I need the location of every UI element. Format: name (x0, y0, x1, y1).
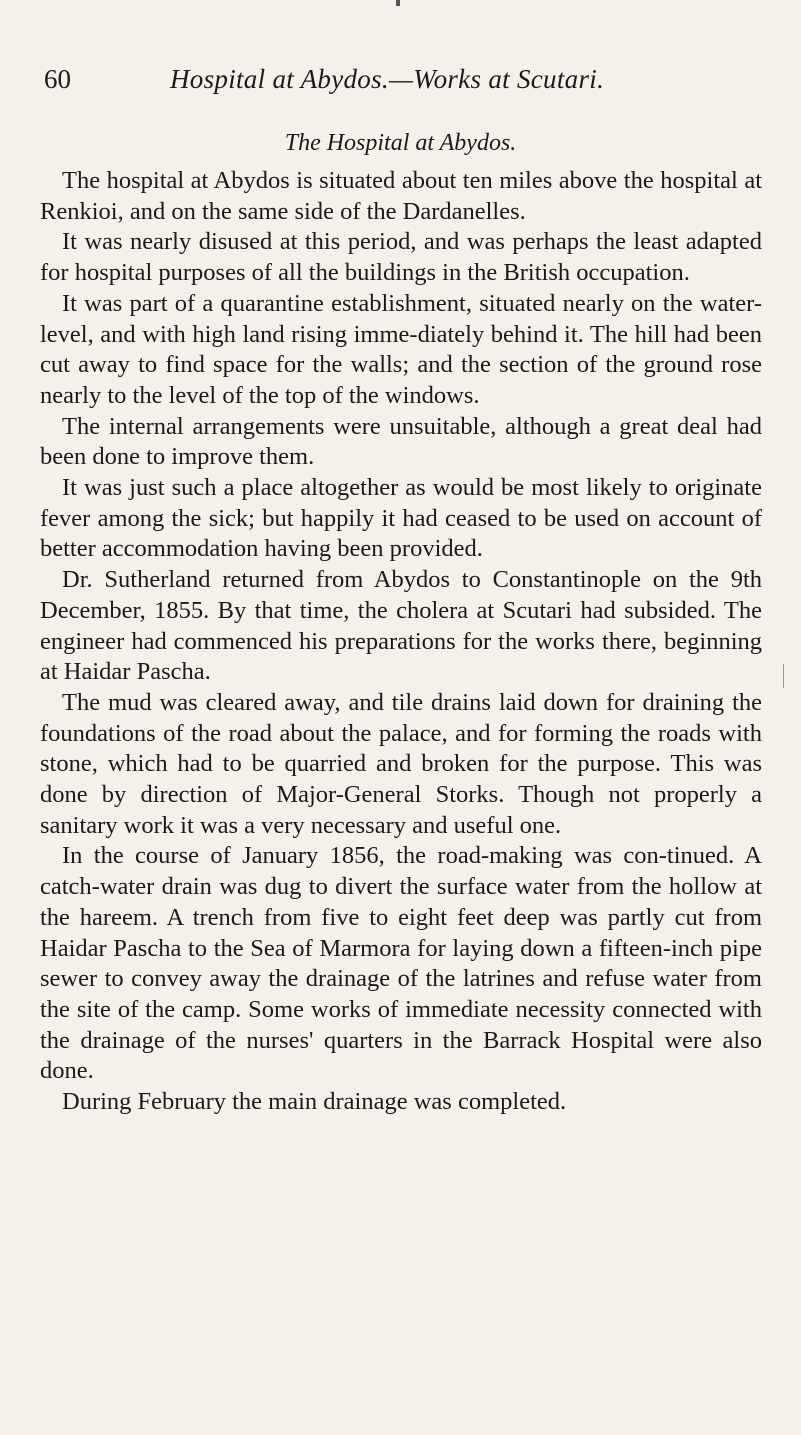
body-text (40, 166, 762, 1118)
paragraph: Dr. Sutherland returned from Abydos to Constantinople on the 9th December, 1855. By that time, the cholera at Scutari had subsided. The engineer had commenced his preparations for the works there, beginning at Haidar Pascha. (40, 566, 762, 686)
margin-mark (783, 664, 784, 688)
running-title: Hospital at Abydos.—Works at Scutari. (170, 64, 605, 94)
running-head (44, 64, 761, 104)
paragraph: It was part of a quarantine establishment, situated nearly on the water-level, and with high land rising imme-diately behind it. The hill had been cut away to find space for the walls; and the section of the ground rose nearly to the level of the top of the windows. (40, 289, 762, 409)
section-title: The Hospital at Abydos. (284, 130, 517, 156)
print-mark (396, 0, 400, 6)
page-number: 60 (44, 64, 71, 94)
paragraph: It was nearly disused at this period, and was perhaps the least adapted for hospital purposes of all the buildings in the British occupation. (40, 228, 762, 287)
paragraph: In the course of January 1856, the road-making was con-tinued. A catch-water drain was dug to divert the surface water from the hollow at the hareem. A trench from five to eight feet deep was partly cut from Haidar Pascha to the Sea of Marmora for laying down a fifteen-inch pipe sewer to convey away the drainage of the latrines and refuse water from the site of the camp. Some works of immediate necessity connected with the drainage of the nurses' quarters in the Barrack Hospital were also done. (40, 842, 762, 1085)
paragraph: The hospital at Abydos is situated about ten miles above the hospital at Renkioi, and on the same side of the Dardanelles. (40, 167, 762, 225)
paragraph: The internal arrangements were unsuitable, although a great deal had been done to improve them. (40, 412, 762, 471)
paragraph: The mud was cleared away, and tile drains laid down for draining the foundations of the road about the palace, and for forming the roads with stone, which had to be quarried and broken for the purpose. This was done by direction of Major-General Storks. Though not properly a sanitary work it was a very necessary and useful one. (40, 688, 762, 839)
paragraph: During February the main drainage was completed. (62, 1088, 567, 1116)
paragraph: It was just such a place altogether as would be most likely to originate fever among the sick; but happily it had ceased to be used on account of better accommodation having been provided. (40, 474, 762, 563)
